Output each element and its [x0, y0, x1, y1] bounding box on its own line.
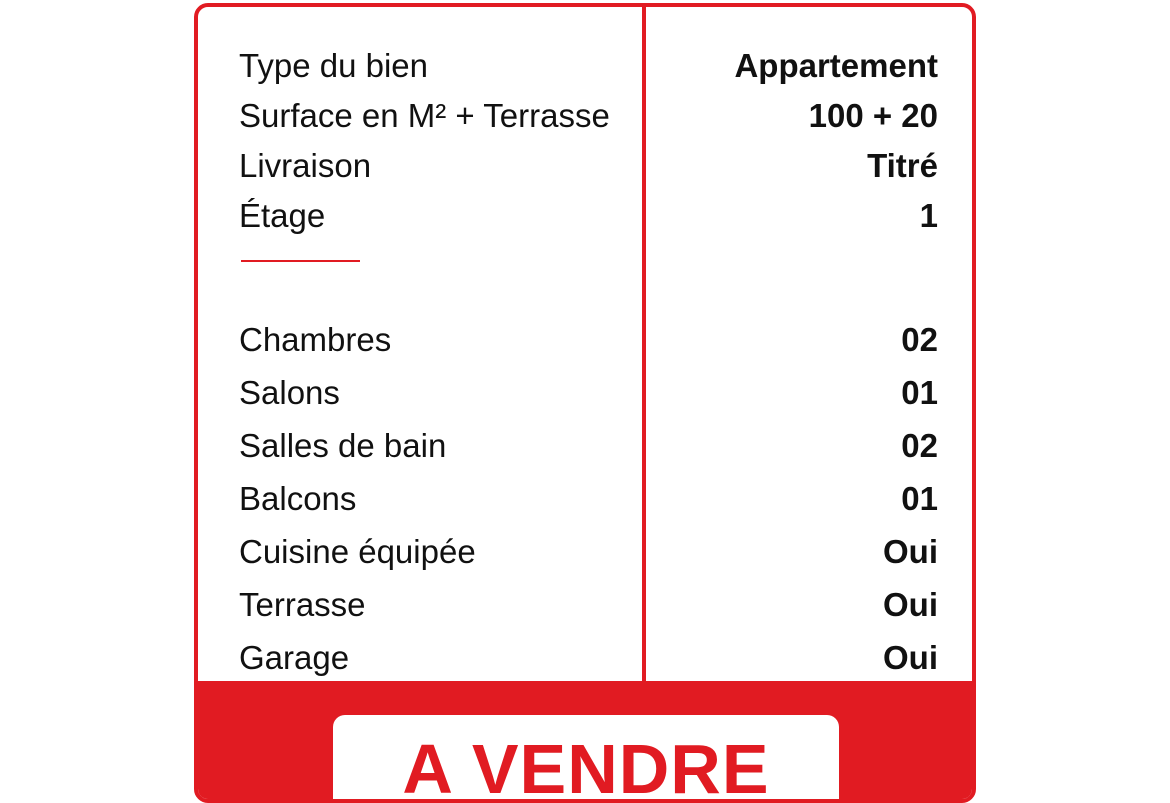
feature-label-salles-de-bain: Salles de bain [239, 427, 447, 464]
feature-label-chambres: Chambres [239, 321, 392, 358]
feature-value-salons: 01 [901, 374, 938, 411]
values-column [638, 41, 938, 684]
feature-label-terrasse: Terrasse [239, 586, 366, 623]
feature-label-garage: Garage [239, 639, 350, 676]
sale-banner [333, 715, 839, 803]
delivery-value: Titré [867, 147, 938, 184]
feature-value-terrasse: Oui [883, 586, 938, 623]
feature-label-salons: Salons [239, 374, 340, 411]
floor-value: 1 [919, 197, 938, 234]
feature-value-chambres: 02 [901, 321, 938, 358]
feature-value-balcons: 01 [901, 480, 938, 517]
surface-label: Surface en M² + Terrasse [239, 97, 610, 134]
surface-value: 100 + 20 [808, 97, 938, 134]
delivery-label: Livraison [239, 147, 372, 184]
sale-label: A VENDRE [402, 730, 770, 803]
feature-value-salles-de-bain: 02 [901, 427, 938, 464]
property-card [194, 3, 976, 803]
feature-label-balcons: Balcons [239, 480, 357, 517]
feature-label-cuisine: Cuisine équipée [239, 533, 476, 570]
section-separator [239, 241, 639, 313]
type-value: Appartement [734, 47, 938, 84]
floor-label: Étage [239, 197, 326, 234]
type-label: Type du bien [239, 47, 428, 84]
red-rule [241, 260, 360, 262]
feature-value-garage: Oui [883, 639, 938, 676]
labels-column [239, 41, 639, 684]
feature-value-cuisine: Oui [883, 533, 938, 570]
